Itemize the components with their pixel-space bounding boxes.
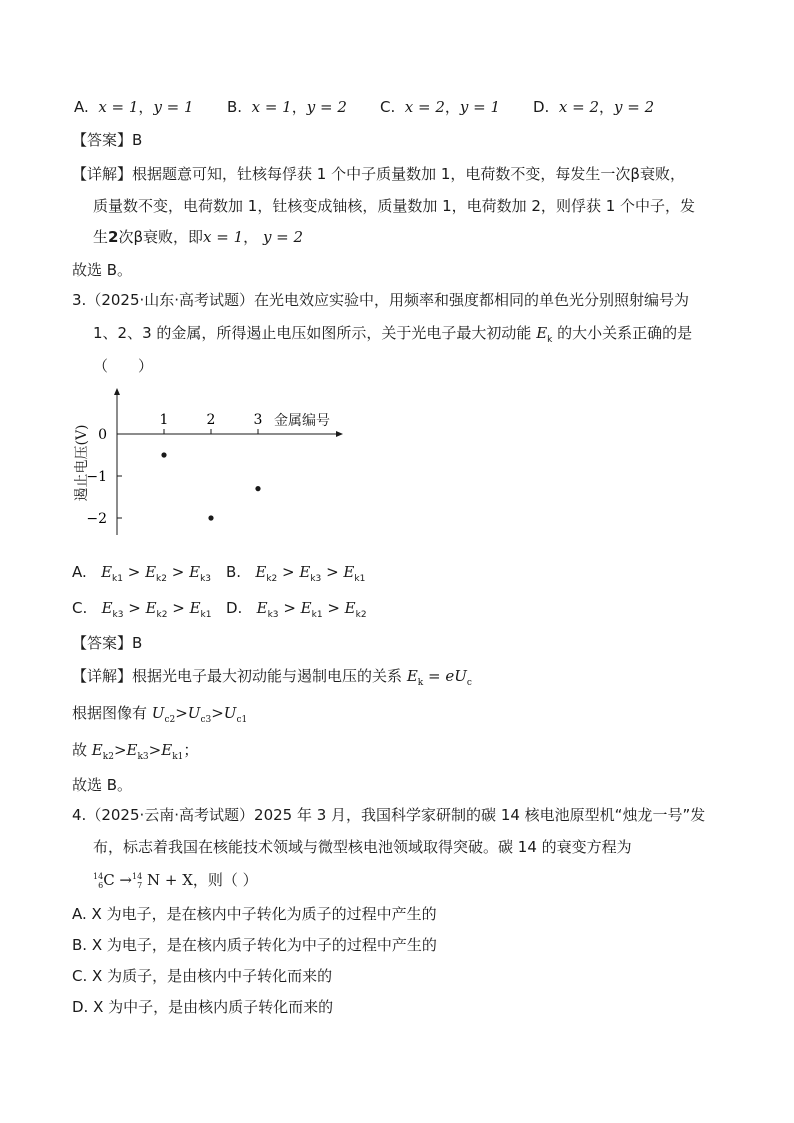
q3-stem-line2: 1、2、3 的金属，所得遏止电压如图所示，关于光电子最大初动能 $E_k$ 的大小关系正确的是 [93,324,693,345]
q3-detail-line3: 故 $E_{k2}>E_{k3}>E_{k1}$； [72,741,199,762]
q4-stem-line1: 4.（2025·云南·高考试题）2025 年 3 月，我国科学家研制的碳 14 核电池原型机“烛龙一号”发 [72,806,706,824]
relation-u: $U_{c2}>U_{c3}>U_{c1}$ [151,704,248,725]
q2-option-b: B. x = 1，y = 2 [227,98,347,116]
q3-stem-line1: 3.（2025·山东·高考试题）在光电效应实验中，用频率和强度都相同的单色光分别照射编号为 [72,291,690,309]
q4-equation: 14 6C →14 7 N + X，则（ ） [93,871,258,890]
q2-detail-line2: 质量数不变，电荷数加 1，钍核变成铀核，质量数加 1，电荷数加 2，则俘获 1 个中子，发 [93,197,696,215]
y-tick-label: −2 [86,511,107,527]
q3-option-a: A. $E_{k1} > E_{k2} > E_{k3}$ [72,563,212,584]
x-tick-label: 2 [206,412,216,428]
q2-detail-line3: 生2次β衰败，即x = 1， y = 2 [93,228,304,246]
q4-stem-line2: 布，标志着我国在核能技术领域与微型核电池领域取得突破。碳 14 的衰变方程为 [93,838,632,856]
q2-detail-line1: 【详解】根据题意可知，钍核每俘获 1 个中子质量数加 1，电荷数不变，每发生一次β衰败， [72,165,685,183]
stopping-voltage-chart [70,385,360,545]
q3-bracket: （ ） [93,357,154,375]
q2-answer: 【答案】B [72,131,143,149]
y-axis-label: 遏止电压(V) [74,424,90,502]
y-tick-label: 0 [98,427,107,443]
q4-option-c: C. X 为质子，是由核内中子转化而来的 [72,967,333,985]
q4-option-d: D. X 为中子，是由核内质子转化而来的 [72,998,334,1016]
q3-choose: 故选 B。 [72,776,133,794]
y-tick-label: −1 [86,469,107,485]
q3-option-b: B. $E_{k2} > E_{k3} > E_{k1}$ [226,563,366,584]
x-tick-label: 1 [159,412,169,428]
q4-option-a: A. X 为电子，是在核内中子转化为质子的过程中产生的 [72,905,437,923]
q2-option-d: D. x = 2，y = 2 [533,98,655,116]
q3-answer: 【答案】B [72,634,143,652]
q3-option-c: C. $E_{k3} > E_{k2} > E_{k1}$ [72,599,212,620]
data-point [161,452,166,457]
q3-detail-line1: 【详解】根据光电子最大初动能与遏制电压的关系 $E_k = eU_c$ [72,667,472,688]
q4-option-b: B. X 为电子，是在核内质子转化为中子的过程中产生的 [72,936,437,954]
q3-option-d: D. $E_{k3} > E_{k1} > E_{k2}$ [226,599,367,620]
relation-e: $E_{k2}>E_{k3}>E_{k1}$ [91,741,184,762]
data-point [255,486,260,491]
q3-detail-line2: 根据图像有 $U_{c2}>U_{c3}>U_{c1}$ [72,704,248,725]
q2-option-a: A. x = 1，y = 1 [74,98,194,116]
decay-equation: 14 6C →14 7 N + X [93,871,193,890]
q2-choose: 故选 B。 [72,261,133,279]
formula-ek-euc: $E_k = eU_c$ [406,667,472,688]
data-point [208,515,213,520]
x-tick-label: 3 [253,412,263,428]
x-axis-label: 金属编号 [274,413,330,429]
q2-option-c: C. x = 2，y = 1 [380,98,501,116]
